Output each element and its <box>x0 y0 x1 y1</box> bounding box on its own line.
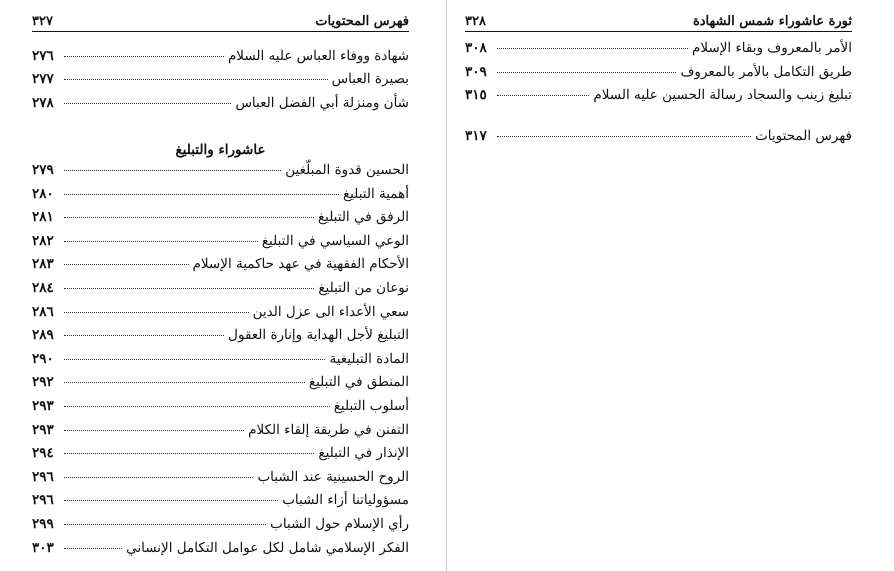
toc-entry-title: طريق التكامل بالأمر بالمعروف <box>680 63 852 80</box>
toc-entry-title: الرفق في التبليغ <box>317 209 409 226</box>
dot-leader <box>64 288 314 289</box>
toc-entry-title: شأن ومنزلة أبي الفضل العباس <box>235 94 409 111</box>
toc-entry-page-number: ٣١٥ <box>465 87 487 103</box>
right-header-title: ثورة عاشوراء شمس الشهادة <box>692 14 852 29</box>
toc-entry-title: التبليغ لأجل الهداية وإنارة العقول <box>228 327 409 344</box>
dot-leader <box>64 264 189 265</box>
toc-entry-page-number: ٢٧٩ <box>32 162 54 178</box>
toc-entry <box>32 256 409 280</box>
left-toc-list-section <box>32 162 409 563</box>
dot-leader <box>64 477 253 478</box>
right-header-page-number: ٣٢٨ <box>465 14 486 29</box>
toc-entry <box>32 233 409 257</box>
toc-entry <box>32 186 409 210</box>
toc-entry <box>32 327 409 351</box>
toc-entry-title: تبليغ زينب والسجاد رسالة الحسين عليه السلام <box>593 87 852 103</box>
dot-leader <box>64 359 325 360</box>
dot-leader <box>64 453 314 454</box>
dot-leader <box>64 382 305 383</box>
toc-entry-page-number: ٢٨١ <box>32 209 54 226</box>
toc-entry-title: التفنن في طريقة إلقاء الكلام <box>248 421 409 438</box>
right-toc-list-top <box>465 40 852 111</box>
right-page-header <box>465 10 852 32</box>
toc-entry-page-number: ٢٩٦ <box>32 492 54 509</box>
toc-entry-title: الإنذار في التبليغ <box>318 445 409 462</box>
toc-entry <box>32 304 409 328</box>
toc-entry-page-number: ٢٨٠ <box>32 185 54 202</box>
toc-entry <box>32 95 409 118</box>
toc-entry-title: أهمية التبليغ <box>342 185 409 202</box>
dot-leader <box>64 500 278 501</box>
right-page <box>447 0 894 571</box>
toc-entry-page-number: ٢٩٤ <box>32 445 54 462</box>
dot-leader <box>64 194 339 195</box>
toc-entry <box>32 71 409 94</box>
toc-entry-page-number: ٢٧٨ <box>32 94 54 111</box>
toc-entry <box>465 40 852 64</box>
dot-leader <box>64 312 249 313</box>
toc-entry-title: سعي الأعداء الى عزل الدين <box>252 303 409 320</box>
dot-leader <box>497 48 688 49</box>
toc-entry <box>465 128 852 151</box>
toc-entry-page-number: ٢٨٩ <box>32 327 54 344</box>
toc-entry-title: المنطق في التبليغ <box>308 374 409 391</box>
toc-entry <box>32 48 409 71</box>
toc-entry <box>32 209 409 233</box>
toc-entry-title: رأي الإسلام حول الشباب <box>270 515 409 532</box>
toc-entry-title: بصيرة العباس <box>331 71 409 88</box>
toc-entry-page-number: ٢٩٦ <box>32 468 54 485</box>
toc-entry-page-number: ٢٨٢ <box>32 232 54 249</box>
dot-leader <box>64 406 330 407</box>
toc-entry <box>32 280 409 304</box>
toc-entry-title: مسؤولياتنا أزاء الشباب <box>282 492 409 509</box>
left-header-title: فهرس المحتويات <box>315 14 409 29</box>
toc-entry-page-number: ٢٩٠ <box>32 350 54 367</box>
dot-leader <box>64 524 266 525</box>
toc-entry <box>32 445 409 469</box>
toc-entry <box>32 162 409 186</box>
toc-entry-title: الوعي السياسي في التبليغ <box>261 232 409 249</box>
dot-leader <box>64 103 231 104</box>
dot-leader <box>497 72 676 73</box>
toc-entry-page-number: ٣٠٨ <box>465 40 487 56</box>
dot-leader <box>497 136 751 137</box>
toc-entry <box>32 398 409 422</box>
right-toc-list-bottom <box>465 128 852 151</box>
toc-entry <box>465 64 852 88</box>
dot-leader <box>64 170 281 171</box>
toc-entry <box>32 422 409 446</box>
toc-entry-title: نوعان من التبليغ <box>318 279 409 296</box>
dot-leader <box>497 95 589 96</box>
toc-entry-title: فهرس المحتويات <box>755 128 852 144</box>
toc-entry-page-number: ٢٩٩ <box>32 515 54 532</box>
toc-entry-title: شهادة ووفاء العباس عليه السلام <box>227 48 409 64</box>
toc-entry <box>32 492 409 516</box>
section-title: عاشوراء والتبليغ <box>175 142 266 158</box>
dot-leader <box>64 430 244 431</box>
toc-entry-title: المادة التبليغية <box>329 350 409 367</box>
toc-entry-title: الأمر بالمعروف وبقاء الإسلام <box>691 40 852 56</box>
left-header-page-number: ٣٢٧ <box>32 14 53 29</box>
toc-entry-title: أسلوب التبليغ <box>333 397 409 414</box>
dot-leader <box>64 56 224 57</box>
dot-leader <box>64 241 258 242</box>
dot-leader <box>64 548 122 549</box>
toc-entry-title: الحسين قدوة المبلّغين <box>285 162 409 178</box>
dot-leader <box>64 217 314 218</box>
toc-entry <box>465 87 852 111</box>
toc-entry-page-number: ٣١٧ <box>465 128 487 144</box>
dot-leader <box>64 335 224 336</box>
left-page-header <box>32 10 409 32</box>
toc-entry <box>32 351 409 375</box>
toc-entry-page-number: ٣٠٩ <box>465 63 487 80</box>
toc-entry <box>32 516 409 540</box>
toc-entry-page-number: ٢٧٧ <box>32 71 54 88</box>
toc-entry <box>32 469 409 493</box>
toc-entry-page-number: ٢٧٦ <box>32 48 54 64</box>
toc-entry-title: الروح الحسينية عند الشباب <box>257 468 409 485</box>
toc-entry <box>32 374 409 398</box>
toc-entry-page-number: ٢٨٣ <box>32 256 54 273</box>
toc-entry-title: الفكر الإسلامي شامل لكل عوامل التكامل الإنساني <box>126 539 409 556</box>
left-toc-list-top <box>32 48 409 118</box>
toc-entry-page-number: ٢٩٣ <box>32 421 54 438</box>
toc-entry-page-number: ٢٩٢ <box>32 374 54 391</box>
toc-entry-title: الأحكام الفقهية في عهد حاكمية الإسلام <box>192 256 409 273</box>
toc-entry-page-number: ٢٨٤ <box>32 279 54 296</box>
toc-entry-page-number: ٢٨٦ <box>32 303 54 320</box>
dot-leader <box>64 79 328 80</box>
toc-entry-page-number: ٢٩٣ <box>32 397 54 414</box>
toc-entry-page-number: ٣٠٣ <box>32 539 54 556</box>
toc-entry <box>32 540 409 564</box>
